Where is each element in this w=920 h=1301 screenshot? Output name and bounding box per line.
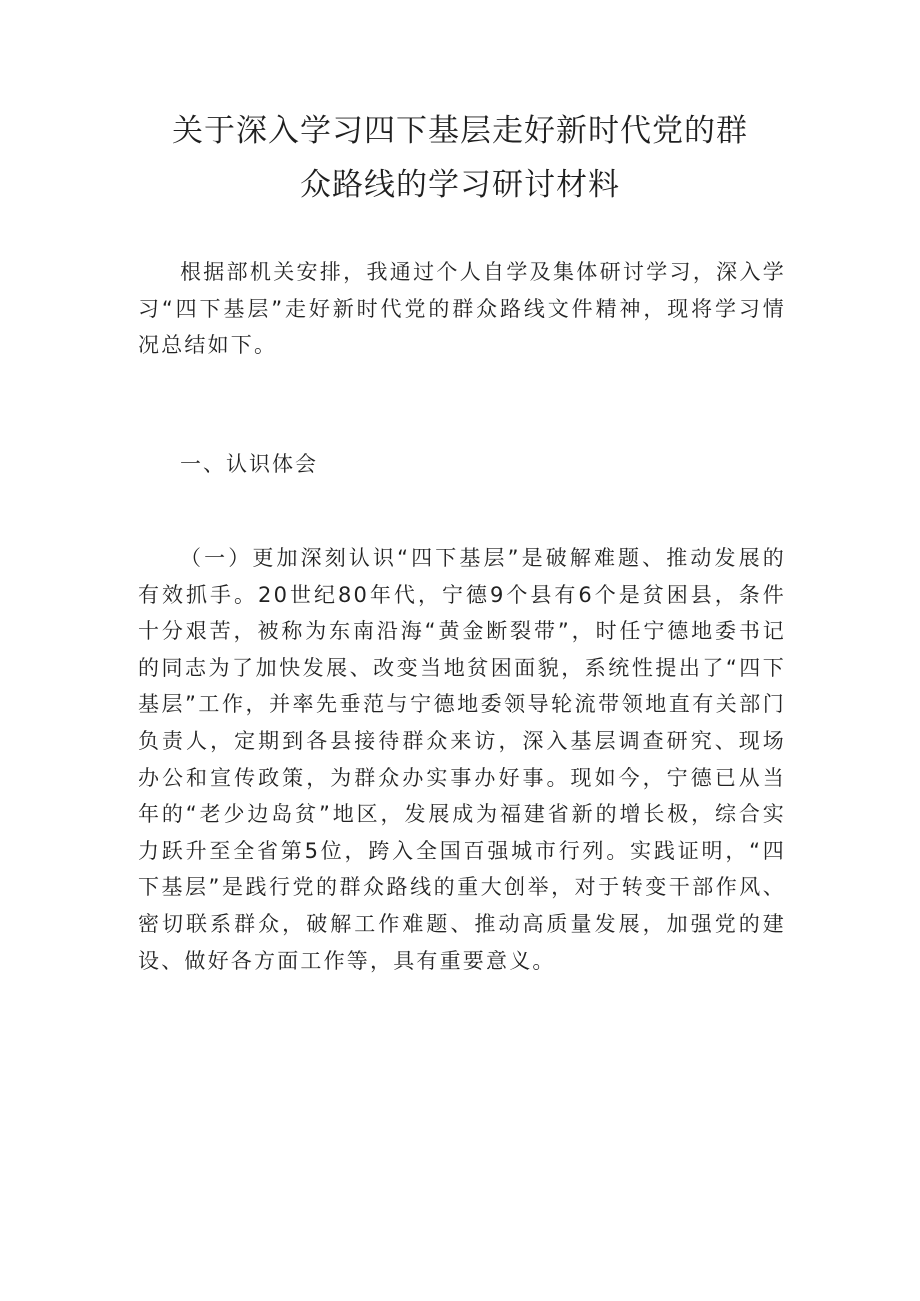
- intro-paragraph: 根据部机关安排，我通过个人自学及集体研讨学习，深入学习“四下基层”走好新时代党的群众路线文件精神，现将学习情况总结如下。: [138, 260, 786, 358]
- section-1-paragraph-1: （一）更加深刻认识“四下基层”是破解难题、推动发展的有效抓手。20世纪80年代，宁德9个县有6个是贫困县，条件十分艰苦，被称为东南沿海“黄金断裂带”，时任宁德地委书记的同志为了加快发展、改变当地贫困面貌，系统性提出了“四下基层”工作，并率先垂范与宁德地委领导轮流带领地直有关部门负责人，定期到各县接待群众来访，深入基层调查研究、现场办公和宣传政策，为群众办实事办好事。现如今，宁德已从当年的“老少边岛贫”地区，发展成为福建省新的增长极，综合实力跃升至全省第5位，跨入全国百强城市行列。实践证明，“四下基层”是践行党的群众路线的重大创举，对于转变干部作风、密切联系群众，破解工作难题、推动高质量发展，加强党的建设、做好各方面工作等，具有重要意义。: [138, 546, 786, 973]
- section-heading-1: 一、认识体会: [180, 452, 318, 476]
- document-title: [120, 104, 800, 212]
- document-title-line-2: 众路线的学习研讨材料: [300, 167, 620, 203]
- document-title-line-1: 关于深入学习四下基层走好新时代党的群: [172, 113, 748, 149]
